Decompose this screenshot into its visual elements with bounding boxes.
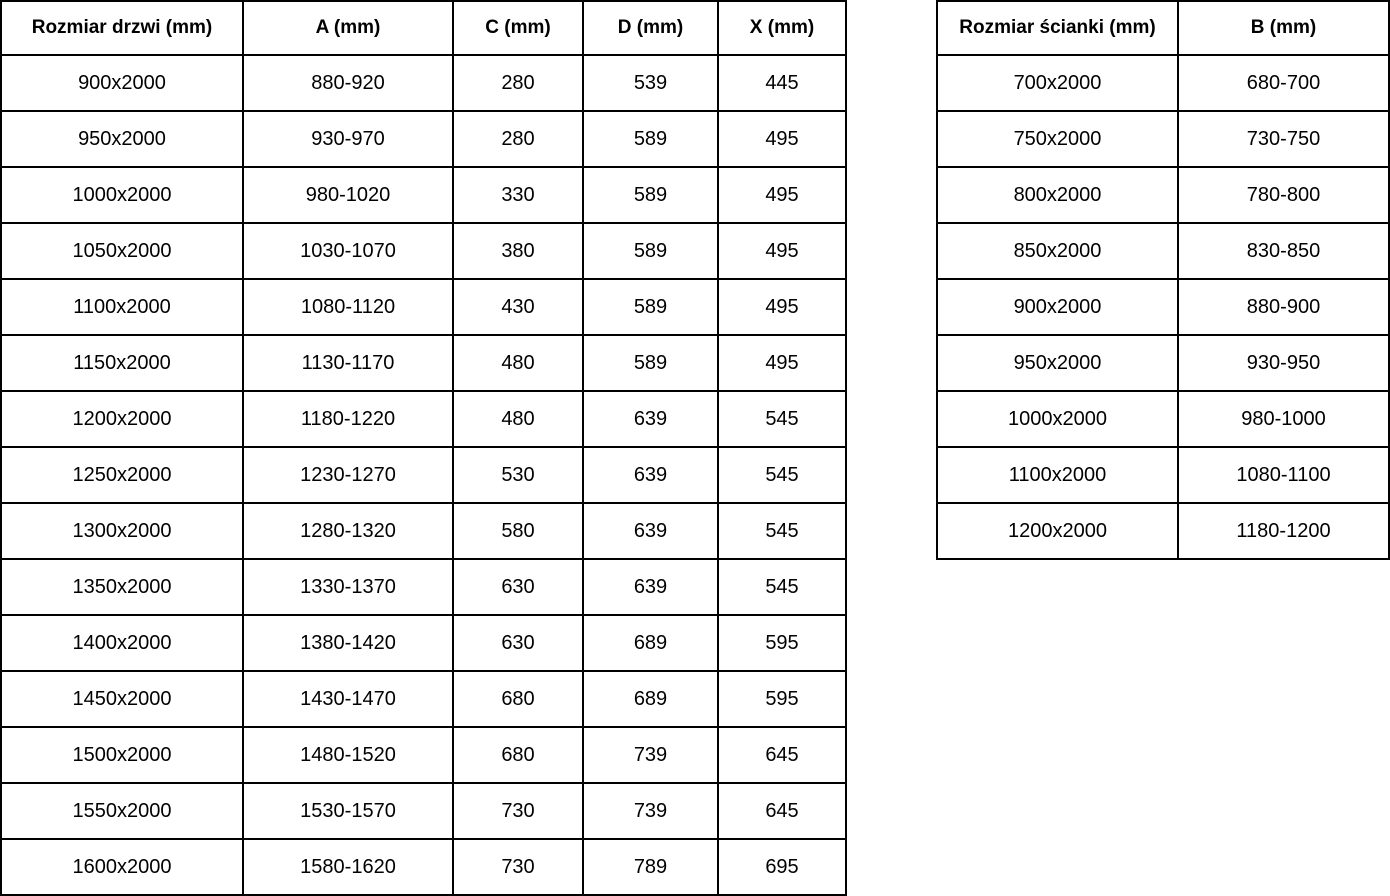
- door-table-cell: 1430-1470: [243, 671, 453, 727]
- door-table-row: [1, 783, 846, 839]
- door-table-row: [1, 615, 846, 671]
- door-table-column-header: X (mm): [718, 1, 846, 55]
- door-table-column-header: D (mm): [583, 1, 718, 55]
- door-table-cell: 680: [453, 671, 583, 727]
- wall-table-column-header: B (mm): [1178, 1, 1389, 55]
- wall-table-cell: 1080-1100: [1178, 447, 1389, 503]
- wall-table-column-header: Rozmiar ścianki (mm): [937, 1, 1178, 55]
- door-table-cell: 1130-1170: [243, 335, 453, 391]
- door-table-cell: 545: [718, 391, 846, 447]
- wall-table-cell: 730-750: [1178, 111, 1389, 167]
- door-table-cell: 1000x2000: [1, 167, 243, 223]
- door-table-cell: 630: [453, 559, 583, 615]
- door-table-body: [1, 55, 846, 895]
- door-table-cell: 1050x2000: [1, 223, 243, 279]
- door-table-cell: 739: [583, 727, 718, 783]
- door-table-cell: 1600x2000: [1, 839, 243, 895]
- door-table-cell: 1230-1270: [243, 447, 453, 503]
- door-table-cell: 900x2000: [1, 55, 243, 111]
- door-table-cell: 730: [453, 783, 583, 839]
- door-table-column-header: Rozmiar drzwi (mm): [1, 1, 243, 55]
- wall-table-cell: 880-900: [1178, 279, 1389, 335]
- door-table-cell: 1450x2000: [1, 671, 243, 727]
- wall-table-row: [937, 447, 1389, 503]
- wall-table-row: [937, 111, 1389, 167]
- door-table-cell: 639: [583, 391, 718, 447]
- door-table-cell: 1350x2000: [1, 559, 243, 615]
- door-table-row: [1, 503, 846, 559]
- door-table-cell: 380: [453, 223, 583, 279]
- door-table-cell: 689: [583, 615, 718, 671]
- door-table-cell: 645: [718, 783, 846, 839]
- wall-table-row: [937, 335, 1389, 391]
- door-table-cell: 1280-1320: [243, 503, 453, 559]
- door-table-row: [1, 559, 846, 615]
- door-table-row: [1, 55, 846, 111]
- door-table-cell: 950x2000: [1, 111, 243, 167]
- wall-table-cell: 930-950: [1178, 335, 1389, 391]
- wall-table-cell: 850x2000: [937, 223, 1178, 279]
- door-table-cell: 739: [583, 783, 718, 839]
- door-table-cell: 1400x2000: [1, 615, 243, 671]
- wall-table-cell: 780-800: [1178, 167, 1389, 223]
- wall-table-header-row: [937, 1, 1389, 55]
- door-table-cell: 1580-1620: [243, 839, 453, 895]
- wall-table-cell: 900x2000: [937, 279, 1178, 335]
- door-table-row: [1, 447, 846, 503]
- wall-table-row: [937, 279, 1389, 335]
- door-table-cell: 545: [718, 503, 846, 559]
- door-table-cell: 495: [718, 335, 846, 391]
- door-table-cell: 445: [718, 55, 846, 111]
- wall-table-cell: 980-1000: [1178, 391, 1389, 447]
- door-table-cell: 539: [583, 55, 718, 111]
- wall-table-body: [937, 55, 1389, 559]
- door-table-column-header: C (mm): [453, 1, 583, 55]
- door-table-cell: 589: [583, 111, 718, 167]
- wall-table-row: [937, 503, 1389, 559]
- wall-table-row: [937, 391, 1389, 447]
- door-table-cell: 280: [453, 111, 583, 167]
- door-table-cell: 1550x2000: [1, 783, 243, 839]
- wall-table-cell: 1000x2000: [937, 391, 1178, 447]
- door-table-row: [1, 839, 846, 895]
- door-table-cell: 495: [718, 279, 846, 335]
- wall-table-cell: 750x2000: [937, 111, 1178, 167]
- door-table-cell: 639: [583, 447, 718, 503]
- wall-size-table: [936, 0, 1390, 560]
- door-table-cell: 680: [453, 727, 583, 783]
- wall-table-cell: 800x2000: [937, 167, 1178, 223]
- door-table-cell: 730: [453, 839, 583, 895]
- wall-table-cell: 700x2000: [937, 55, 1178, 111]
- wall-table-cell: 950x2000: [937, 335, 1178, 391]
- door-table-cell: 645: [718, 727, 846, 783]
- door-table-cell: 595: [718, 671, 846, 727]
- door-table-cell: 589: [583, 223, 718, 279]
- door-table-cell: 1380-1420: [243, 615, 453, 671]
- wall-table-row: [937, 167, 1389, 223]
- door-table-cell: 480: [453, 335, 583, 391]
- door-table-cell: 530: [453, 447, 583, 503]
- door-table-column-header: A (mm): [243, 1, 453, 55]
- door-table-row: [1, 335, 846, 391]
- wall-table-row: [937, 55, 1389, 111]
- door-table-header-row: [1, 1, 846, 55]
- wall-table-cell: 1180-1200: [1178, 503, 1389, 559]
- door-table-cell: 595: [718, 615, 846, 671]
- door-table-row: [1, 111, 846, 167]
- door-table-cell: 280: [453, 55, 583, 111]
- door-table-cell: 980-1020: [243, 167, 453, 223]
- door-table-cell: 1180-1220: [243, 391, 453, 447]
- door-table-cell: 1500x2000: [1, 727, 243, 783]
- door-table-row: [1, 167, 846, 223]
- door-table-row: [1, 391, 846, 447]
- wall-table-cell: 1100x2000: [937, 447, 1178, 503]
- door-table-cell: 495: [718, 167, 846, 223]
- door-table-row: [1, 223, 846, 279]
- door-table-cell: 1150x2000: [1, 335, 243, 391]
- door-table-row: [1, 279, 846, 335]
- door-table-cell: 580: [453, 503, 583, 559]
- door-table-row: [1, 671, 846, 727]
- door-table-cell: 1200x2000: [1, 391, 243, 447]
- wall-table-row: [937, 223, 1389, 279]
- door-table-cell: 695: [718, 839, 846, 895]
- door-table-cell: 1030-1070: [243, 223, 453, 279]
- door-table-cell: 330: [453, 167, 583, 223]
- door-table-cell: 1250x2000: [1, 447, 243, 503]
- door-table-cell: 689: [583, 671, 718, 727]
- door-table-cell: 639: [583, 559, 718, 615]
- door-table-cell: 589: [583, 167, 718, 223]
- door-table-cell: 1480-1520: [243, 727, 453, 783]
- door-table-cell: 495: [718, 223, 846, 279]
- door-table-cell: 1100x2000: [1, 279, 243, 335]
- wall-table-cell: 680-700: [1178, 55, 1389, 111]
- door-table-cell: 630: [453, 615, 583, 671]
- door-table-cell: 1080-1120: [243, 279, 453, 335]
- wall-table-cell: 1200x2000: [937, 503, 1178, 559]
- door-table-cell: 639: [583, 503, 718, 559]
- door-table-cell: 1330-1370: [243, 559, 453, 615]
- door-table-cell: 495: [718, 111, 846, 167]
- door-table-cell: 880-920: [243, 55, 453, 111]
- door-table-cell: 430: [453, 279, 583, 335]
- door-table-cell: 789: [583, 839, 718, 895]
- door-table-cell: 930-970: [243, 111, 453, 167]
- door-table-cell: 480: [453, 391, 583, 447]
- door-table-cell: 1530-1570: [243, 783, 453, 839]
- door-table-cell: 589: [583, 335, 718, 391]
- door-table-cell: 545: [718, 447, 846, 503]
- wall-table-cell: 830-850: [1178, 223, 1389, 279]
- door-table-row: [1, 727, 846, 783]
- door-table-cell: 1300x2000: [1, 503, 243, 559]
- door-table-cell: 589: [583, 279, 718, 335]
- door-table-cell: 545: [718, 559, 846, 615]
